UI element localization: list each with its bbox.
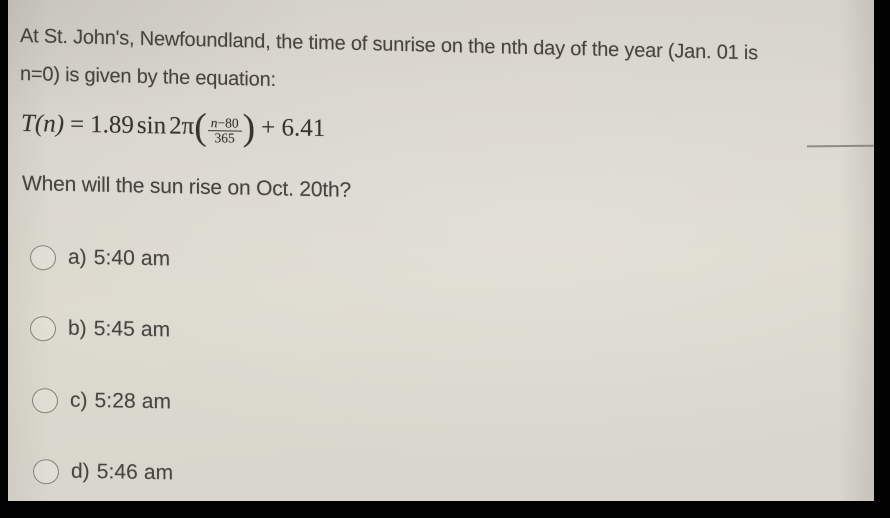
- formula-numerator: n−80: [210, 114, 239, 131]
- prompt-line-2: n=0) is given by the equation:: [20, 63, 276, 92]
- option-c-label: c): [70, 388, 88, 412]
- radio-button-b[interactable]: [30, 316, 56, 341]
- radio-button-d[interactable]: [33, 459, 59, 484]
- question-panel: [8, 0, 874, 501]
- formula-equals: =: [70, 110, 85, 139]
- prompt-line-1: At St. John's, Newfoundland, the time of sunrise on the nth day of the year (Jan. 01 is: [20, 25, 758, 65]
- option-b[interactable]: [30, 314, 170, 344]
- formula-denominator: 365: [208, 130, 242, 146]
- option-a-label: a): [68, 245, 87, 269]
- option-c-text: 5:28 am: [94, 389, 172, 414]
- formula-function: sin: [136, 111, 167, 140]
- radio-button-a[interactable]: [30, 245, 56, 270]
- option-d-text: 5:46 am: [96, 460, 174, 485]
- radio-button-c[interactable]: [32, 388, 58, 413]
- question-text: When will the sun rise on Oct. 20th?: [22, 172, 351, 202]
- formula-lhs: T(n): [21, 110, 65, 138]
- formula-fraction: [208, 116, 242, 147]
- option-b-label: b): [68, 316, 87, 340]
- option-a[interactable]: [30, 243, 170, 273]
- formula-constant: + 6.41: [261, 113, 326, 143]
- sunrise-equation: [21, 107, 326, 150]
- option-a-text: 5:40 am: [93, 246, 171, 271]
- option-c[interactable]: [32, 386, 171, 416]
- option-b-text: 5:45 am: [93, 317, 171, 342]
- option-d-label: d): [71, 459, 90, 483]
- option-d[interactable]: [33, 457, 173, 487]
- formula-coefficient: 1.89: [90, 111, 134, 139]
- screen-artifact-line: [807, 145, 874, 147]
- formula-angle: 2π: [169, 112, 195, 140]
